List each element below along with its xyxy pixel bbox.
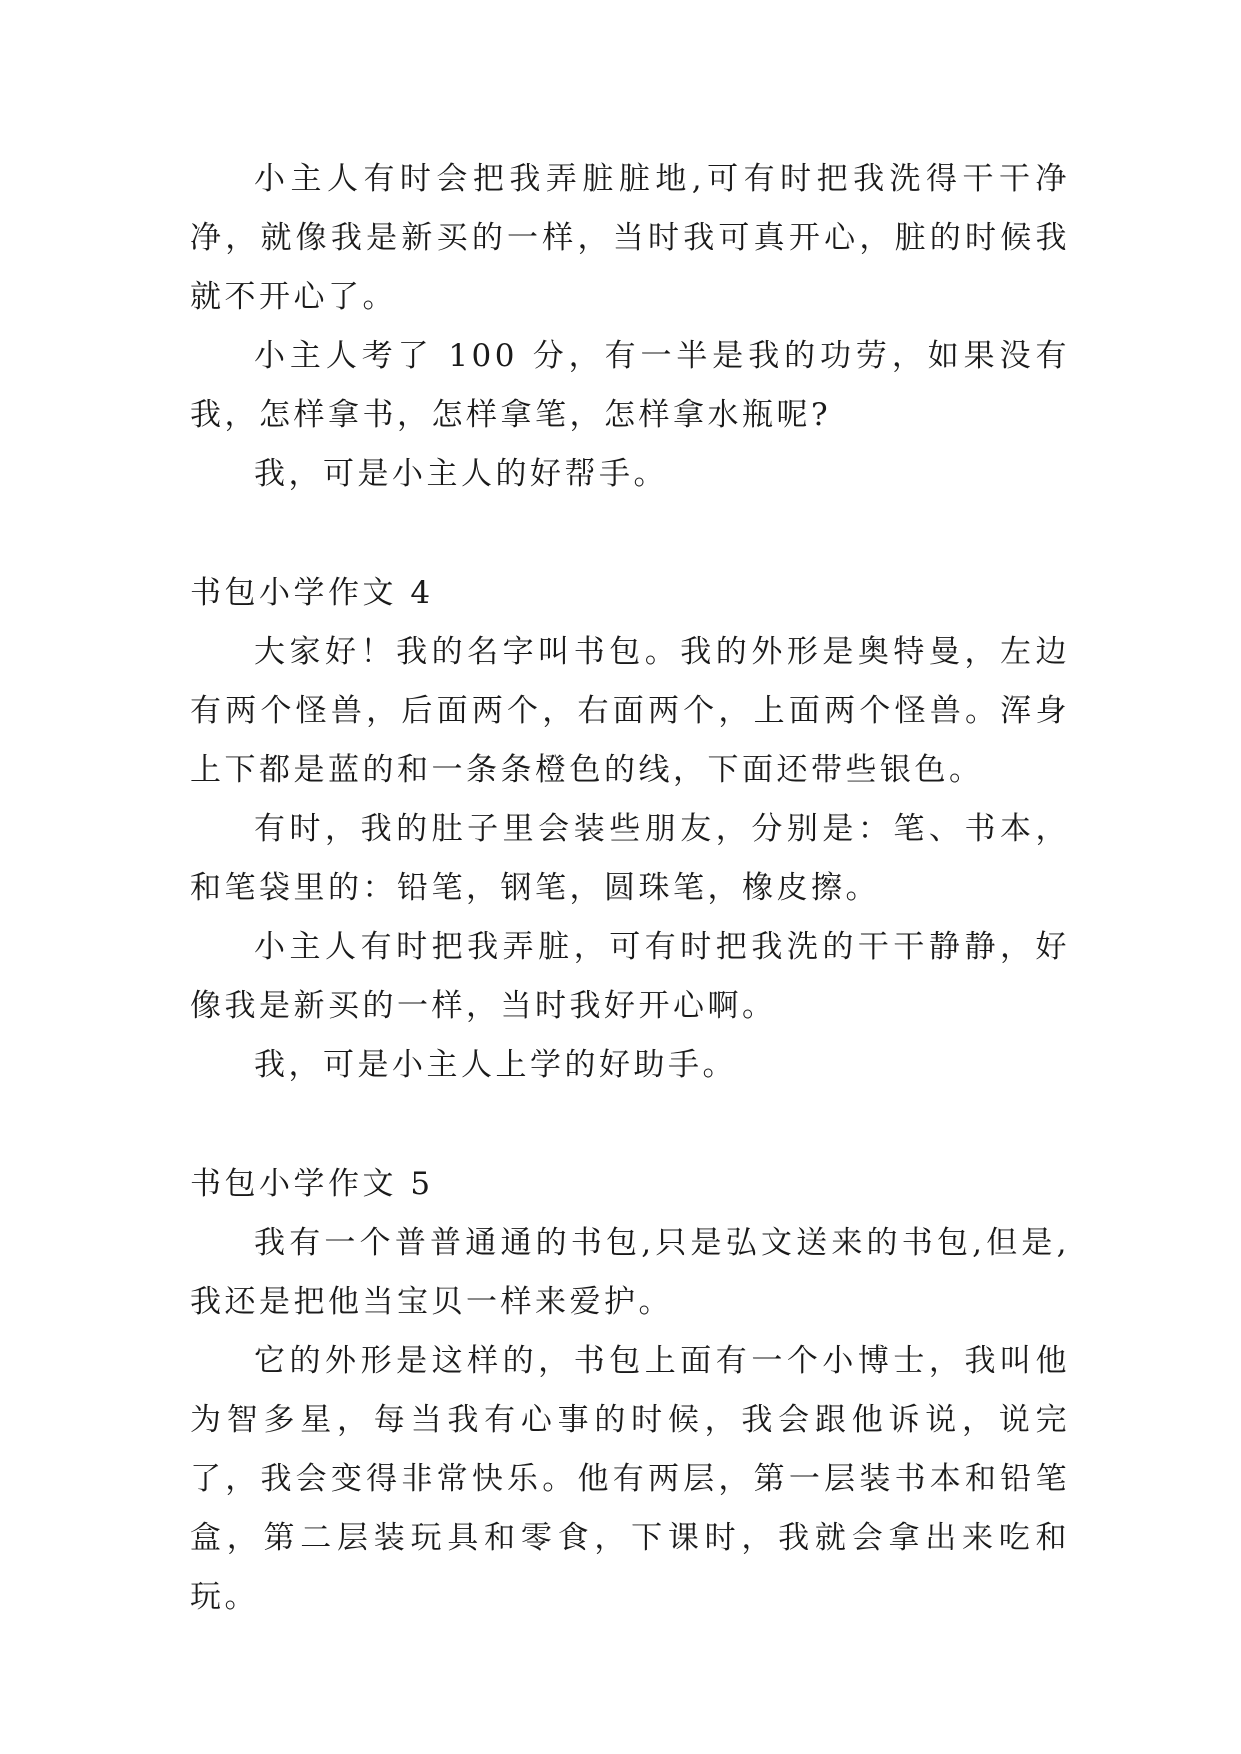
section-spacer [190, 1095, 1070, 1155]
document-body [190, 150, 1070, 1627]
paragraph: 我，可是小主人上学的好助手。 [254, 1047, 737, 1083]
paragraph: 它的外形是这样的，书包上面有一个小博士，我叫他为智多星，每当我有心事的时候，我会跟他诉说，说完了，我会变得非常快乐。他有两层，第一层装书本和铅笔盒，第二层装玩具和零食，下课时，我就会拿出来吃和玩。 [190, 1343, 1070, 1615]
section-title: 书包小学作文 5 [190, 1166, 434, 1202]
paragraph: 我有一个普普通通的书包,只是弘文送来的书包,但是,我还是把他当宝贝一样来爱护。 [190, 1225, 1070, 1320]
paragraph: 小主人有时把我弄脏，可有时把我洗的干干静静，好像我是新买的一样，当时我好开心啊。 [190, 929, 1070, 1024]
paragraph: 我，可是小主人的好帮手。 [254, 456, 668, 492]
section-spacer [190, 504, 1070, 564]
paragraph: 有时，我的肚子里会装些朋友，分别是：笔、书本，和笔袋里的：铅笔，钢笔，圆珠笔，橡皮擦。 [190, 811, 1070, 906]
paragraph: 大家好！我的名字叫书包。我的外形是奥特曼，左边有两个怪兽，后面两个，右面两个，上面两个怪兽。浑身上下都是蓝的和一条条橙色的线，下面还带些银色。 [190, 634, 1070, 788]
paragraph: 小主人考了 100 分，有一半是我的功劳，如果没有我，怎样拿书，怎样拿笔，怎样拿水瓶呢? [190, 338, 1070, 433]
paragraph: 小主人有时会把我弄脏脏地,可有时把我洗得干干净净，就像我是新买的一样，当时我可真开心，脏的时候我就不开心了。 [190, 161, 1070, 315]
section-title: 书包小学作文 4 [190, 575, 434, 611]
